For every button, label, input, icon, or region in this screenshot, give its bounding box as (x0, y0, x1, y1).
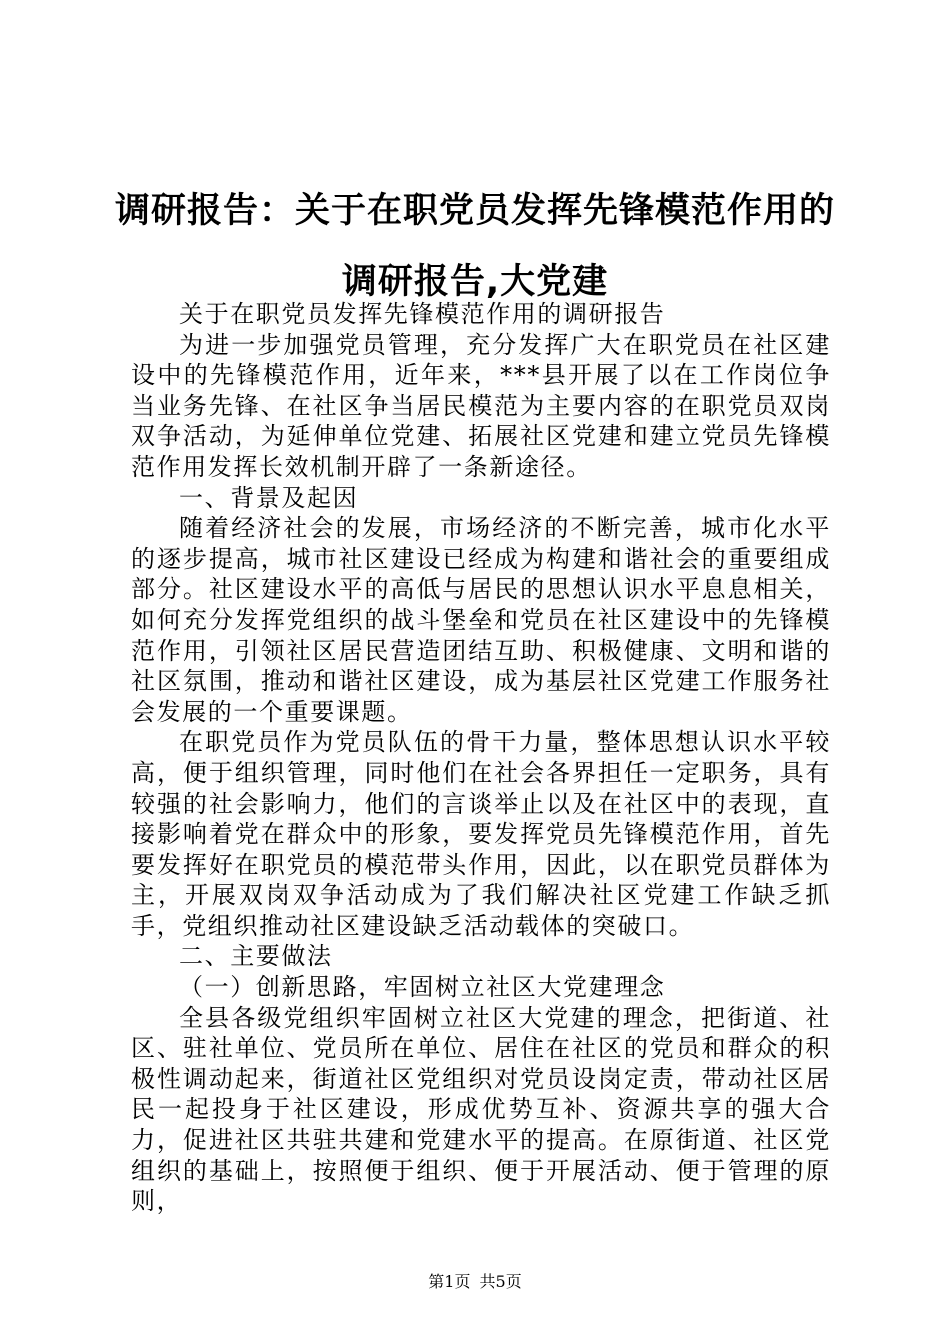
methods-paragraph-1: 全县各级党组织牢固树立社区大党建的理念，把街道、社区、驻社单位、党员所在单位、居住在社区的党员和群众的积极性调动起来，街道社区党组织对党员设岗定责，带动社区居民一起投身于社区建设，形成优势互补、资源共享的强大合力，促进社区共驻共建和党建水平的提高。在原街道、社区党组织的基础上，按照便于组织、便于开展活动、便于管理的原则， (131, 1003, 831, 1216)
page-number: 第1页 (428, 1272, 471, 1291)
intro-paragraph: 为进一步加强党员管理，充分发挥广大在职党员在社区建设中的先锋模范作用，近年来，***县开展了以在工作岗位争当业务先锋、在社区争当居民模范为主要内容的在职党员双岗双争活动，为延伸单位党建、拓展社区党建和建立党员先锋模范作用发挥长效机制开辟了一条新途径。 (131, 330, 831, 481)
document-title-line-2: 调研报告,大党建 (341, 262, 609, 302)
section-heading-methods: 二、主要做法 (179, 942, 333, 971)
page-footer (0, 1272, 950, 1292)
page-total: 共5页 (479, 1272, 522, 1291)
document-body (131, 299, 831, 1217)
section-heading-background: 一、背景及起因 (179, 483, 359, 512)
document-title-line-1: 调研报告：关于在职党员发挥先锋模范作用的 (114, 191, 835, 231)
background-paragraph-1: 随着经济社会的发展，市场经济的不断完善，城市化水平的逐步提高，城市社区建设已经成为构建和谐社会的重要组成部分。社区建设水平的高低与居民的思想认识水平息息相关，如何充分发挥党组织的战斗堡垒和党员在社区建设中的先锋模范作用，引领社区居民营造团结互助、积极健康、文明和谐的社区氛围，推动和谐社区建设，成为基层社区党建工作服务社会发展的一个重要课题。 (131, 514, 831, 726)
subtitle-paragraph: 关于在职党员发挥先锋模范作用的调研报告 (179, 300, 666, 328)
subsection-heading-1: （一）创新思路，牢固树立社区大党建理念 (179, 973, 666, 1002)
background-paragraph-2: 在职党员作为党员队伍的骨干力量，整体思想认识水平较高，便于组织管理，同时他们在社会各界担任一定职务，具有较强的社会影响力，他们的言谈举止以及在社区中的表现，直接影响着党在群众中的形象，要发挥党员先锋模范作用，首先要发挥好在职党员的模范带头作用，因此，以在职党员群体为主，开展双岗双争活动成为了我们解决社区党建工作缺乏抓手，党组织推动社区建设缺乏活动载体的突破口。 (131, 728, 831, 940)
